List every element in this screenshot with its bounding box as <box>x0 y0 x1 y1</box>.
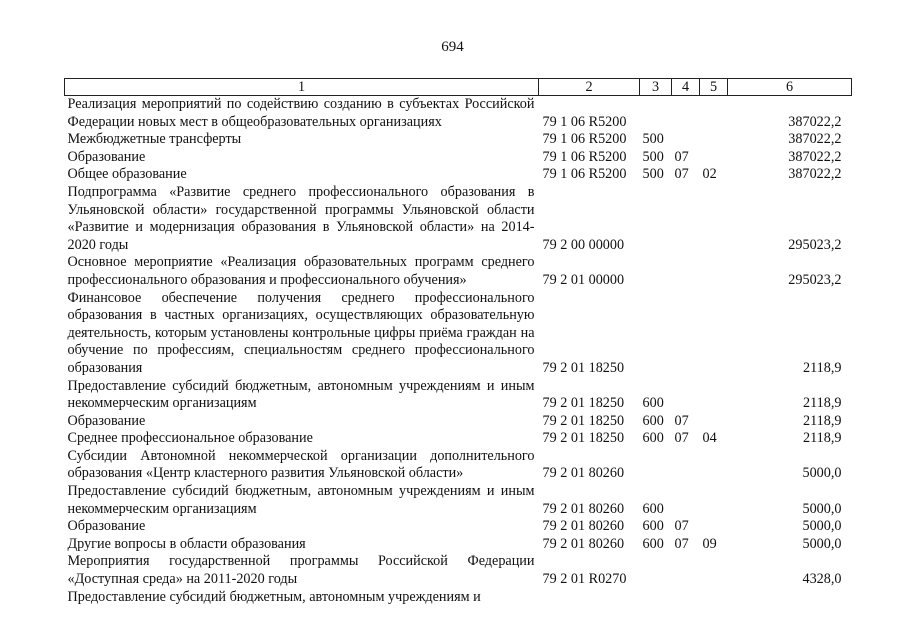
row-target-code: 79 2 01 18250 <box>542 430 625 447</box>
row-section: 07 <box>674 518 689 535</box>
column-header-subsection: 5 <box>700 79 728 96</box>
table-row <box>65 254 852 289</box>
row-target-code: 79 2 01 80260 <box>542 465 625 482</box>
row-subsection <box>700 589 728 607</box>
row-target-code: 79 2 01 80260 <box>542 518 625 535</box>
row-name: Предоставление субсидий бюджетным, автономным учреждениям и <box>67 588 481 605</box>
row-section <box>672 589 700 607</box>
table-row <box>65 166 852 184</box>
row-target-code: 79 1 06 R5200 <box>542 166 627 183</box>
row-amount: 295023,2 <box>788 271 842 288</box>
row-amount: 387022,2 <box>788 131 842 148</box>
table-row <box>65 536 852 554</box>
table-row <box>65 518 852 536</box>
table-row <box>65 430 852 448</box>
row-target-code: 79 2 00 00000 <box>542 236 625 253</box>
table-row <box>65 413 852 431</box>
table-row <box>65 96 852 132</box>
row-expense-type: 600 <box>642 518 664 535</box>
row-amount: 5000,0 <box>802 465 842 482</box>
row-target-code: 79 2 01 80260 <box>542 500 625 517</box>
table-row <box>65 131 852 149</box>
row-subsection <box>700 518 728 536</box>
row-name: Субсидии Автономной некоммерческой организации дополнительного образования «Центр кластерного развития Ульяновской области» <box>67 447 535 482</box>
row-name: Предоставление субсидий бюджетным, автономным учреждениям и иным некоммерческим организациям <box>67 377 535 412</box>
row-subsection <box>700 254 728 289</box>
row-expense-type: 600 <box>642 430 664 447</box>
row-name: Межбюджетные трансферты <box>67 131 242 148</box>
row-name: Образование <box>67 148 146 165</box>
table-body <box>65 79 852 607</box>
row-expense-type <box>640 448 672 483</box>
row-name: Другие вопросы в области образования <box>67 535 306 552</box>
row-target-code: 79 2 01 80260 <box>542 535 625 552</box>
row-amount: 387022,2 <box>788 166 842 183</box>
row-subsection <box>700 149 728 167</box>
row-target-code: 79 2 01 18250 <box>542 412 625 429</box>
row-target-code: 79 2 01 18250 <box>542 359 625 376</box>
row-target-code <box>539 589 640 607</box>
table-row <box>65 149 852 167</box>
row-section <box>672 378 700 413</box>
row-target-code: 79 1 06 R5200 <box>542 113 627 130</box>
row-expense-type <box>640 290 672 378</box>
row-section: 07 <box>674 412 689 429</box>
row-name: Мероприятия государственной программы Российской Федерации «Доступная среда» на 2011-2020 годы <box>67 553 535 588</box>
row-subsection <box>700 553 728 588</box>
table-row <box>65 378 852 413</box>
header-row <box>65 79 852 96</box>
row-amount: 5000,0 <box>802 535 842 552</box>
row-expense-type: 500 <box>642 148 664 165</box>
table-row <box>65 448 852 483</box>
row-name: Образование <box>67 518 146 535</box>
row-name: Общее образование <box>67 166 187 183</box>
row-amount: 4328,0 <box>802 571 842 588</box>
row-target-code: 79 2 01 18250 <box>542 395 625 412</box>
row-expense-type <box>640 553 672 588</box>
row-expense-type: 500 <box>642 131 664 148</box>
row-expense-type <box>640 184 672 254</box>
row-section <box>672 483 700 518</box>
page-number: 694 <box>441 39 464 55</box>
row-amount: 5000,0 <box>802 518 842 535</box>
row-expense-type <box>640 96 672 132</box>
table-row <box>65 290 852 378</box>
table-row <box>65 483 852 518</box>
row-expense-type <box>640 589 672 607</box>
row-name: Основное мероприятие «Реализация образовательных программ среднего профессионального образования и профессионального обучения» <box>67 254 535 288</box>
row-name: Подпрограмма «Развитие среднего профессионального образования в Ульяновской области» государственной программы Ульяновской области «Развитие и модернизация образования в Ульяновской области» на 2014-2020 годы <box>67 183 535 253</box>
column-header-section: 4 <box>672 79 700 96</box>
column-header-target-code: 2 <box>539 79 640 96</box>
row-section <box>672 96 700 132</box>
row-subsection: 09 <box>702 535 717 552</box>
row-subsection <box>700 448 728 483</box>
row-expense-type: 500 <box>642 166 664 183</box>
row-subsection: 04 <box>702 430 717 447</box>
row-subsection <box>700 96 728 132</box>
row-amount: 387022,2 <box>788 113 842 130</box>
row-name: Образование <box>67 412 146 429</box>
row-section <box>672 448 700 483</box>
row-section <box>672 254 700 289</box>
row-expense-type: 600 <box>642 412 664 429</box>
row-amount: 2118,9 <box>803 359 842 376</box>
column-header-amount: 6 <box>728 79 852 96</box>
row-target-code: 79 2 01 00000 <box>542 271 625 288</box>
row-amount <box>728 589 852 607</box>
column-header-name: 1 <box>65 79 539 96</box>
row-target-code: 79 2 01 R0270 <box>542 571 627 588</box>
row-amount: 387022,2 <box>788 148 842 165</box>
row-section: 07 <box>674 430 689 447</box>
row-expense-type <box>640 254 672 289</box>
row-section <box>672 553 700 588</box>
row-section <box>672 184 700 254</box>
budget-table <box>64 78 852 606</box>
table-row <box>65 589 852 607</box>
row-name: Реализация мероприятий по содействию созданию в субъектах Российской Федерации новых мест в общеобразовательных организациях <box>67 96 535 130</box>
row-amount: 2118,9 <box>803 395 842 412</box>
row-target-code: 79 1 06 R5200 <box>542 131 627 148</box>
row-amount: 2118,9 <box>803 412 842 429</box>
row-section <box>672 290 700 378</box>
table-row <box>65 184 852 254</box>
row-amount: 295023,2 <box>788 236 842 253</box>
column-header-expense-type: 3 <box>640 79 672 96</box>
row-section: 07 <box>674 535 689 552</box>
row-target-code: 79 1 06 R5200 <box>542 148 627 165</box>
row-subsection <box>700 290 728 378</box>
row-subsection: 02 <box>702 166 717 183</box>
row-subsection <box>700 378 728 413</box>
row-subsection <box>700 184 728 254</box>
row-subsection <box>700 483 728 518</box>
row-section: 07 <box>674 166 689 183</box>
row-section <box>672 131 700 149</box>
row-subsection <box>700 131 728 149</box>
row-expense-type: 600 <box>642 500 664 517</box>
row-name: Предоставление субсидий бюджетным, автономным учреждениям и иным некоммерческим организациям <box>67 483 535 517</box>
row-amount: 2118,9 <box>803 430 842 447</box>
row-name: Среднее профессиональное образование <box>67 430 313 447</box>
row-expense-type: 600 <box>642 395 664 412</box>
row-expense-type: 600 <box>642 535 664 552</box>
row-subsection <box>700 413 728 431</box>
row-amount: 5000,0 <box>802 500 842 517</box>
row-section: 07 <box>674 148 689 165</box>
table-row <box>65 553 852 588</box>
row-name: Финансовое обеспечение получения среднего профессионального образования в частных организациях, осуществляющих образовательную деятельность, которым установлены контрольные цифры приёма граждан на обучение по профессиям, специальностям среднего профессионального образования <box>67 289 535 376</box>
